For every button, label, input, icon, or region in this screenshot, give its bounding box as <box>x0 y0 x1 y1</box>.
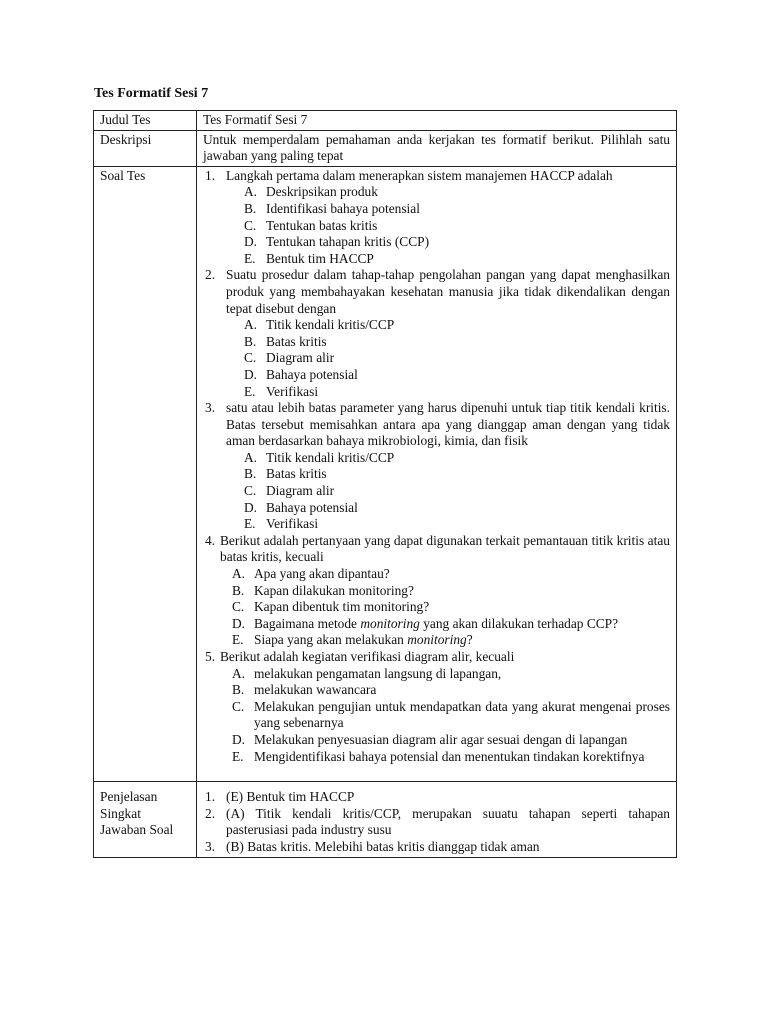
question-number: 3. <box>205 400 216 416</box>
option-letter: A. <box>232 665 246 681</box>
question-item <box>203 533 670 649</box>
option-list <box>226 450 670 533</box>
option-item <box>226 201 670 218</box>
option-letter: C. <box>232 698 245 714</box>
option-text: Verifikasi <box>266 516 319 532</box>
option-letter: C. <box>244 217 257 233</box>
option-text: Batas kritis <box>266 466 327 482</box>
option-text: Mengidentifikasi bahaya potensial dan menentukan tindakan korektifnya <box>254 748 645 764</box>
option-item <box>226 350 670 367</box>
option-item <box>214 566 670 583</box>
option-item <box>226 516 670 533</box>
option-text: Siapa yang akan melakukan <box>254 632 408 648</box>
option-item <box>214 732 670 749</box>
option-text: Titik kendali kritis/CCP <box>266 317 395 333</box>
label-soal: Soal Tes <box>94 166 197 781</box>
option-letter: B. <box>244 200 257 216</box>
option-list <box>226 317 670 400</box>
option-letter: B. <box>244 333 257 349</box>
row-judul <box>94 111 677 131</box>
option-list <box>214 566 670 649</box>
question-stem: Langkah pertama dalam menerapkan sistem manajemen HACCP adalah <box>226 167 613 183</box>
option-letter: E. <box>232 632 244 648</box>
option-item <box>226 317 670 334</box>
option-text: Bahaya potensial <box>266 366 358 382</box>
question-stem: satu atau lebih batas parameter yang harus dipenuhi untuk tiap titik kendali kritis. Batas tersebut memisahkan antara apa yang dianggap aman dengan yang tidak aman berdasarkan bahaya mikrobiologi, kimia, dan fisik <box>226 400 670 449</box>
option-item <box>226 466 670 483</box>
option-text: Identifikasi bahaya potensial <box>266 200 420 216</box>
answer-text: (B) Batas kritis. Melebihi batas kritis dianggap tidak aman <box>226 838 540 854</box>
option-letter: E. <box>244 516 256 532</box>
option-item <box>226 384 670 401</box>
question-item <box>203 400 670 533</box>
option-text: Tentukan tahapan kritis (CCP) <box>266 234 430 250</box>
option-item <box>226 251 670 268</box>
option-text: Bahaya potensial <box>266 499 358 515</box>
option-item <box>214 682 670 699</box>
label-judul: Judul Tes <box>94 111 197 131</box>
answer-number: 2. <box>205 805 216 821</box>
option-item <box>214 583 670 600</box>
option-text: Kapan dilakukan monitoring? <box>254 582 414 598</box>
option-letter: B. <box>232 682 245 698</box>
label-penjelasan: Penjelasan Singkat Jawaban Soal <box>94 782 197 857</box>
option-text: Melakukan penyesuasian diagram alir agar sesuai dengan di lapangan <box>254 731 628 747</box>
option-text: Verifikasi <box>266 383 319 399</box>
option-item <box>214 632 670 649</box>
option-letter: D. <box>232 731 246 747</box>
option-item <box>214 599 670 616</box>
option-item <box>214 616 670 633</box>
option-letter: A. <box>232 566 246 582</box>
value-judul: Tes Formatif Sesi 7 <box>197 111 677 131</box>
option-letter: E. <box>244 383 256 399</box>
label-deskripsi: Deskripsi <box>94 130 197 166</box>
option-item <box>226 218 670 235</box>
test-form-table <box>93 110 677 858</box>
option-text: Kapan dibentuk tim monitoring? <box>254 599 430 615</box>
answer-item <box>203 806 670 839</box>
option-list <box>226 184 670 267</box>
option-text: Deskripsikan produk <box>266 184 378 200</box>
question-item <box>203 649 670 765</box>
answer-list-cell <box>197 782 677 857</box>
option-text: melakukan pengamatan langsung di lapangan, <box>254 665 502 681</box>
option-item <box>226 234 670 251</box>
answer-item <box>203 839 670 856</box>
option-item <box>214 666 670 683</box>
option-text: Batas kritis <box>266 333 327 349</box>
option-item <box>214 749 670 766</box>
option-item <box>226 334 670 351</box>
option-letter: D. <box>232 615 246 631</box>
option-text: Diagram alir <box>266 350 335 366</box>
question-list-cell <box>197 166 677 781</box>
option-letter: C. <box>232 599 245 615</box>
option-text: ? <box>466 632 473 648</box>
answer-number: 3. <box>205 838 216 854</box>
question-stem: Suatu prosedur dalam tahap-tahap pengolahan pangan yang dapat menghasilkan produk yang membahayakan kesehatan manusia jika tidak dikendalikan dengan tepat disebut dengan <box>226 267 670 316</box>
option-text: Melakukan pengujian untuk mendapatkan data yang akurat mengenai proses yang sebenarnya <box>254 698 670 731</box>
option-letter: B. <box>232 582 245 598</box>
option-text: yang akan dilakukan terhadap CCP? <box>419 615 619 631</box>
option-letter: D. <box>244 234 258 250</box>
option-letter: E. <box>244 250 256 266</box>
option-text: melakukan wawancara <box>254 682 377 698</box>
option-text-italic: monitoring <box>360 615 420 631</box>
row-deskripsi <box>94 130 677 166</box>
answer-item <box>203 789 670 806</box>
option-letter: C. <box>244 483 257 499</box>
option-text-italic: monitoring <box>407 632 467 648</box>
option-letter: A. <box>244 317 258 333</box>
option-text: Apa yang akan dipantau? <box>254 566 390 582</box>
question-number: 1. <box>205 167 216 183</box>
value-deskripsi: Untuk memperdalam pemahaman anda kerjakan tes formatif berikut. Pilihlah satu jawaban yang paling tepat <box>197 130 677 166</box>
question-stem: Berikut adalah kegiatan verifikasi diagram alir, kecuali <box>220 649 515 664</box>
option-letter: B. <box>244 466 257 482</box>
question-item <box>203 267 670 400</box>
option-item <box>214 699 670 732</box>
row-penjelasan <box>94 782 677 857</box>
document-title: Tes Formatif Sesi 7 <box>94 86 209 101</box>
option-letter: A. <box>244 184 258 200</box>
option-item <box>226 450 670 467</box>
option-text: Bagaimana metode <box>254 615 361 631</box>
option-letter: E. <box>232 748 244 764</box>
option-text: Titik kendali kritis/CCP <box>266 449 395 465</box>
answer-number: 1. <box>205 789 216 805</box>
option-item <box>226 184 670 201</box>
question-item <box>203 168 670 268</box>
option-letter: D. <box>244 366 258 382</box>
question-number: 4. <box>205 532 216 548</box>
option-letter: C. <box>244 350 257 366</box>
option-item <box>226 483 670 500</box>
question-stem: Berikut adalah pertanyaan yang dapat digunakan terkait pemantauan titik kritis atau batas kritis, kecuali <box>220 532 670 565</box>
question-number: 2. <box>205 267 216 283</box>
option-list <box>214 666 670 766</box>
option-text: Bentuk tim HACCP <box>266 250 374 266</box>
answer-text: (A) Titik kendali kritis/CCP, merupakan suuatu tahapan seperti tahapan pasterusiasi pada industry susu <box>226 805 670 838</box>
answer-text: (E) Bentuk tim HACCP <box>226 789 355 805</box>
option-item <box>226 367 670 384</box>
question-number: 5. <box>205 649 216 664</box>
row-soal <box>94 166 677 781</box>
option-text: Diagram alir <box>266 483 335 499</box>
option-letter: D. <box>244 499 258 515</box>
answer-list <box>203 789 670 855</box>
option-item <box>226 500 670 517</box>
option-text: Tentukan batas kritis <box>266 217 378 233</box>
option-letter: A. <box>244 449 258 465</box>
question-list <box>203 168 670 765</box>
